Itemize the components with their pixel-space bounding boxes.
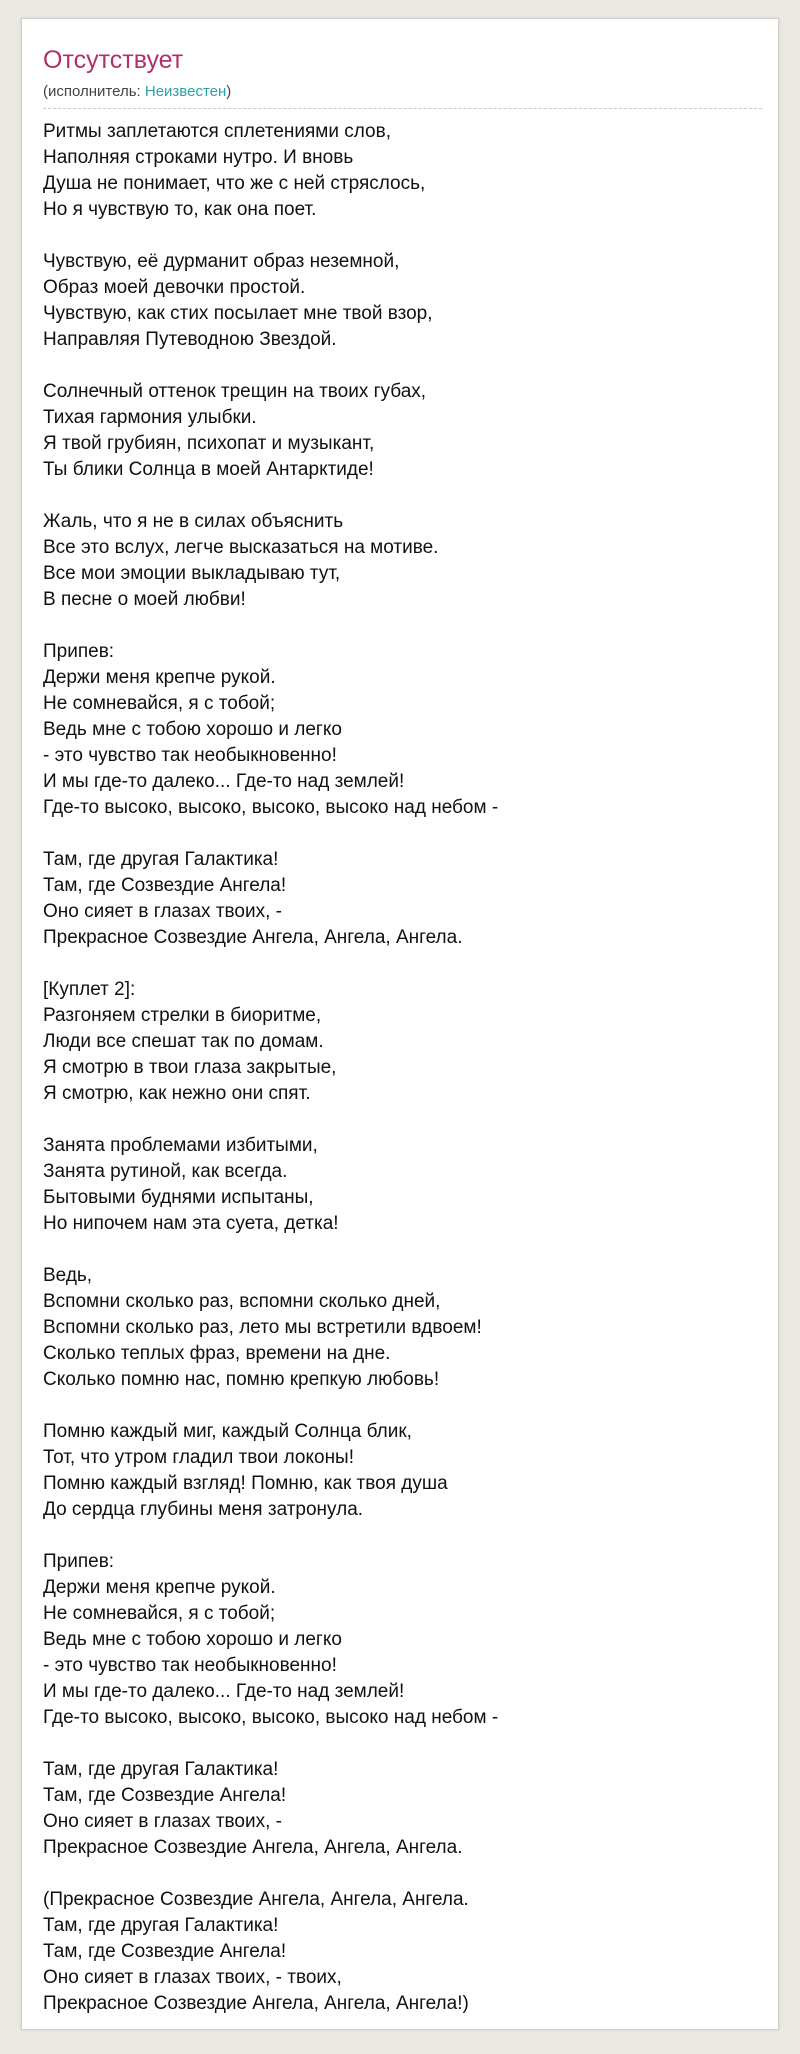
lyrics-line: Душа не понимает, что же с ней стряслось,	[43, 173, 426, 194]
lyrics-line: (Прекрасное Созвездие Ангела, Ангела, Ангела.	[43, 1889, 469, 1910]
lyrics-line: До сердца глубины меня затронула.	[43, 1499, 364, 1520]
lyrics-line: Разгоняем стрелки в биоритме,	[43, 1005, 322, 1026]
lyrics-line: Прекрасное Созвездие Ангела, Ангела, Ангела!)	[43, 1993, 469, 2014]
lyrics-text	[43, 119, 763, 2043]
lyrics-line: Прекрасное Созвездие Ангела, Ангела, Ангела.	[43, 1837, 463, 1858]
lyrics-line: Там, где Созвездие Ангела!	[43, 1941, 287, 1962]
lyrics-stanza	[43, 639, 763, 821]
lyrics-line: Наполняя строками нутро. И вновь	[43, 147, 354, 168]
lyrics-line: Бытовыми буднями испытаны,	[43, 1187, 314, 1208]
lyrics-line: [Куплет 2]:	[43, 979, 136, 1000]
lyrics-line: Я смотрю, как нежно они спят.	[43, 1083, 311, 1104]
lyrics-line: Вспомни сколько раз, лето мы встретили вдвоем!	[43, 1317, 482, 1338]
lyrics-line: Солнечный оттенок трещин на твоих губах,	[43, 381, 427, 402]
header-divider	[43, 108, 762, 109]
artist-suffix: )	[226, 83, 232, 100]
lyrics-stanza	[43, 1133, 763, 1237]
lyrics-line: И мы где-то далеко... Где-то над землей!	[43, 771, 405, 792]
lyrics-stanza	[43, 1757, 763, 1861]
lyrics-line: Я смотрю в твои глаза закрытые,	[43, 1057, 337, 1078]
lyrics-stanza	[43, 977, 763, 1107]
lyrics-line: Занята проблемами избитыми,	[43, 1135, 318, 1156]
lyrics-line: Но нипочем нам эта суета, детка!	[43, 1213, 339, 1234]
lyrics-line: Все мои эмоции выкладываю тут,	[43, 563, 341, 584]
lyrics-stanza	[43, 1263, 763, 1393]
lyrics-line: Припев:	[43, 1551, 115, 1572]
lyrics-line: Там, где другая Галактика!	[43, 1915, 279, 1936]
lyrics-line: И мы где-то далеко... Где-то над землей!	[43, 1681, 405, 1702]
lyrics-line: В песне о моей любви!	[43, 589, 246, 610]
lyrics-line: Там, где другая Галактика!	[43, 1759, 279, 1780]
lyrics-line: Прекрасное Созвездие Ангела, Ангела, Ангела.	[43, 927, 463, 948]
lyrics-line: Там, где Созвездие Ангела!	[43, 1785, 287, 1806]
lyrics-line: Не сомневайся, я с тобой;	[43, 693, 276, 714]
lyrics-line: Чувствую, её дурманит образ неземной,	[43, 251, 400, 272]
lyrics-line: Оно сияет в глазах твоих, -	[43, 901, 282, 922]
lyrics-line: Припев:	[43, 641, 115, 662]
lyrics-line: Занята рутиной, как всегда.	[43, 1161, 288, 1182]
lyrics-line: - это чувство так необыкновенно!	[43, 1655, 337, 1676]
lyrics-line: Я твой грубиян, психопат и музыкант,	[43, 433, 375, 454]
lyrics-line: Сколько помню нас, помню крепкую любовь!	[43, 1369, 440, 1390]
lyrics-stanza	[43, 847, 763, 951]
lyrics-stanza	[43, 379, 763, 483]
lyrics-line: Помню каждый взгляд! Помню, как твоя душа	[43, 1473, 448, 1494]
lyrics-line: Ведь мне с тобою хорошо и легко	[43, 1629, 342, 1650]
lyrics-stanza	[43, 509, 763, 613]
lyrics-line: Сколько теплых фраз, времени на дне.	[43, 1343, 391, 1364]
lyrics-line: Люди все спешат так по домам.	[43, 1031, 324, 1052]
lyrics-line: Держи меня крепче рукой.	[43, 1577, 276, 1598]
lyrics-line: Жаль, что я не в силах объяснить	[43, 511, 344, 532]
lyrics-line: Там, где Созвездие Ангела!	[43, 875, 287, 896]
artist-prefix: (исполнитель:	[43, 83, 145, 100]
lyrics-line: Оно сияет в глазах твоих, - твоих,	[43, 1967, 342, 1988]
lyrics-line: Ведь,	[43, 1265, 93, 1286]
lyrics-line: Образ моей девочки простой.	[43, 277, 306, 298]
lyrics-line: Держи меня крепче рукой.	[43, 667, 276, 688]
lyrics-stanza	[43, 1887, 763, 2017]
lyrics-stanza	[43, 249, 763, 353]
lyrics-line: Чувствую, как стих посылает мне твой взор,	[43, 303, 433, 324]
lyrics-line: Помню каждый миг, каждый Солнца блик,	[43, 1421, 412, 1442]
lyrics-line: Там, где другая Галактика!	[43, 849, 279, 870]
lyrics-line: Оно сияет в глазах твоих, -	[43, 1811, 282, 1832]
lyrics-line: - это чувство так необыкновенно!	[43, 745, 337, 766]
lyrics-line: Направляя Путеводною Звездой.	[43, 329, 337, 350]
lyrics-line: Не сомневайся, я с тобой;	[43, 1603, 276, 1624]
lyrics-page	[21, 18, 779, 2030]
lyrics-line: Но я чувствую то, как она поет.	[43, 199, 317, 220]
song-title: Отсутствует	[43, 46, 184, 74]
lyrics-stanza	[43, 119, 763, 223]
lyrics-line: Где-то высоко, высоко, высоко, высоко над небом -	[43, 1707, 499, 1728]
song-artist-line	[43, 83, 231, 101]
lyrics-line: Ритмы заплетаются сплетениями слов,	[43, 121, 391, 142]
lyrics-line: Все это вслух, легче высказаться на мотиве.	[43, 537, 439, 558]
lyrics-line: Тот, что утром гладил твои локоны!	[43, 1447, 354, 1468]
lyrics-line: Ты блики Солнца в моей Антарктиде!	[43, 459, 374, 480]
lyrics-line: Где-то высоко, высоко, высоко, высоко над небом -	[43, 797, 499, 818]
lyrics-stanza	[43, 1419, 763, 1523]
artist-link[interactable]: Неизвестен	[144, 83, 227, 100]
lyrics-stanza	[43, 1549, 763, 1731]
lyrics-line: Тихая гармония улыбки.	[43, 407, 257, 428]
lyrics-line: Ведь мне с тобою хорошо и легко	[43, 719, 342, 740]
lyrics-line: Вспомни сколько раз, вспомни сколько дней,	[43, 1291, 441, 1312]
